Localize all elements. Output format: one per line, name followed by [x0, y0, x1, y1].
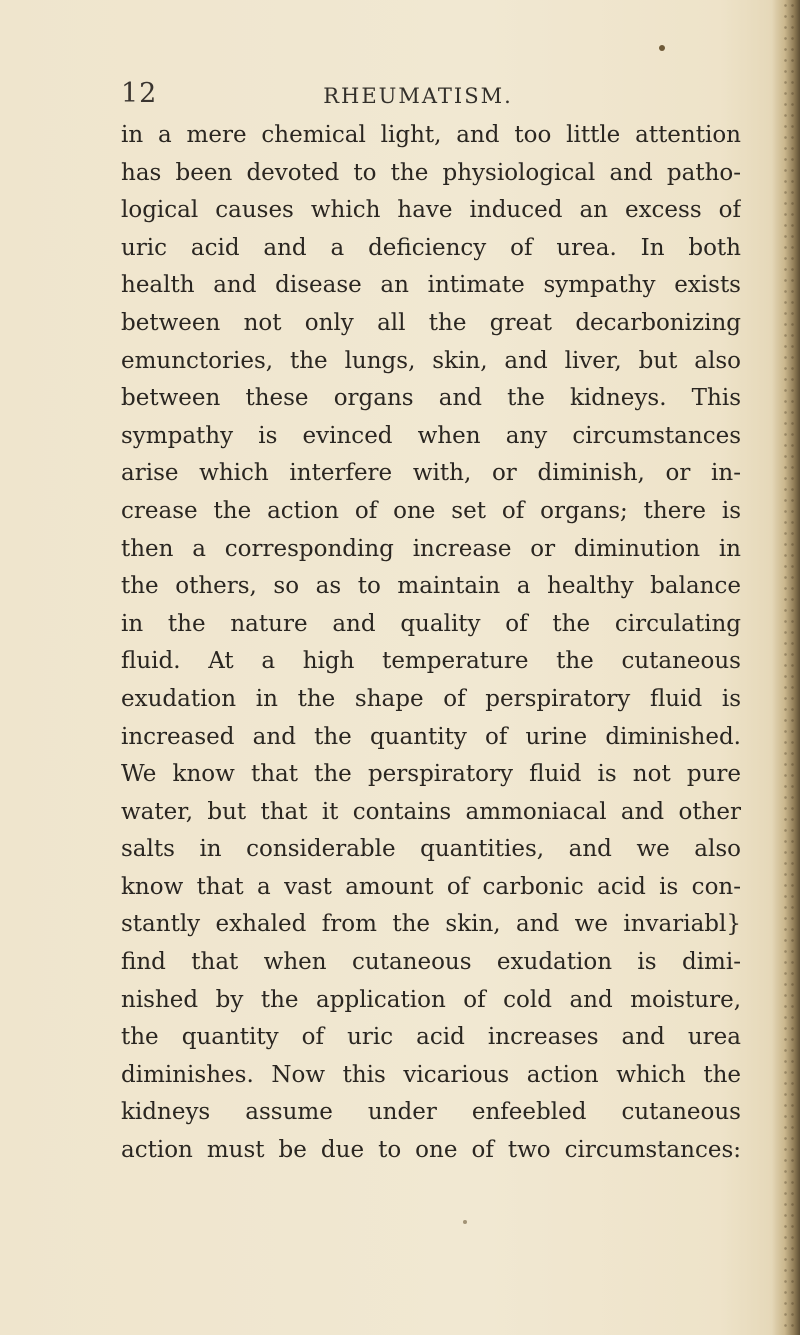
- text-line: then a corresponding increase or diminution in: [121, 535, 741, 562]
- text-line: exudation in the shape of perspiratory fluid is: [121, 685, 741, 712]
- body-text: [121, 117, 741, 1170]
- text-line: crease the action of one set of organs; there is: [121, 497, 741, 524]
- text-line: know that a vast amount of carbonic acid is con-: [121, 873, 741, 900]
- text-line: fluid. At a high temperature the cutaneous: [121, 648, 741, 675]
- text-line: find that when cutaneous exudation is dimi-: [121, 949, 741, 976]
- text-line: diminishes. Now this vicarious action which the: [121, 1061, 741, 1088]
- text-line: kidneys assume under enfeebled cutaneous: [121, 1099, 741, 1126]
- text-line: logical causes which have induced an excess of: [121, 197, 741, 224]
- text-line: has been devoted to the physiological and patho-: [121, 159, 741, 186]
- page-number: 12: [121, 78, 158, 109]
- text-line: sympathy is evinced when any circumstances: [121, 422, 741, 449]
- text-line: health and disease an intimate sympathy exists: [121, 272, 741, 299]
- text-line: in a mere chemical light, and too little attention: [121, 122, 741, 148]
- text-line: between not only all the great decarbonizing: [121, 309, 741, 336]
- text-line: emunctories, the lungs, skin, and liver, but also: [121, 347, 741, 374]
- text-line: the others, so as to maintain a healthy balance: [121, 573, 741, 600]
- text-line: salts in considerable quantities, and we also: [121, 836, 741, 863]
- text-line: increased and the quantity of urine diminished.: [121, 723, 741, 750]
- page-edge-texture: [782, 0, 796, 1335]
- text-line: We know that the perspiratory fluid is not pure: [121, 761, 741, 788]
- text-line: nished by the application of cold and moisture,: [121, 986, 741, 1013]
- ink-speck: [659, 45, 665, 51]
- ink-speck: [463, 1220, 467, 1224]
- text-line: action must be due to one of two circumstances:: [121, 1137, 741, 1164]
- running-head: RHEUMATISM.: [323, 84, 513, 108]
- text-line: arise which interfere with, or diminish, or in-: [121, 460, 741, 487]
- text-line: uric acid and a deficiency of urea. In both: [121, 234, 741, 261]
- text-line: in the nature and quality of the circulating: [121, 610, 741, 637]
- text-line: water, but that it contains ammoniacal and other: [121, 798, 741, 825]
- text-line: the quantity of uric acid increases and urea: [121, 1024, 741, 1051]
- text-line: between these organs and the kidneys. This: [121, 385, 741, 412]
- text-line: stantly exhaled from the skin, and we invariabl}: [121, 911, 741, 938]
